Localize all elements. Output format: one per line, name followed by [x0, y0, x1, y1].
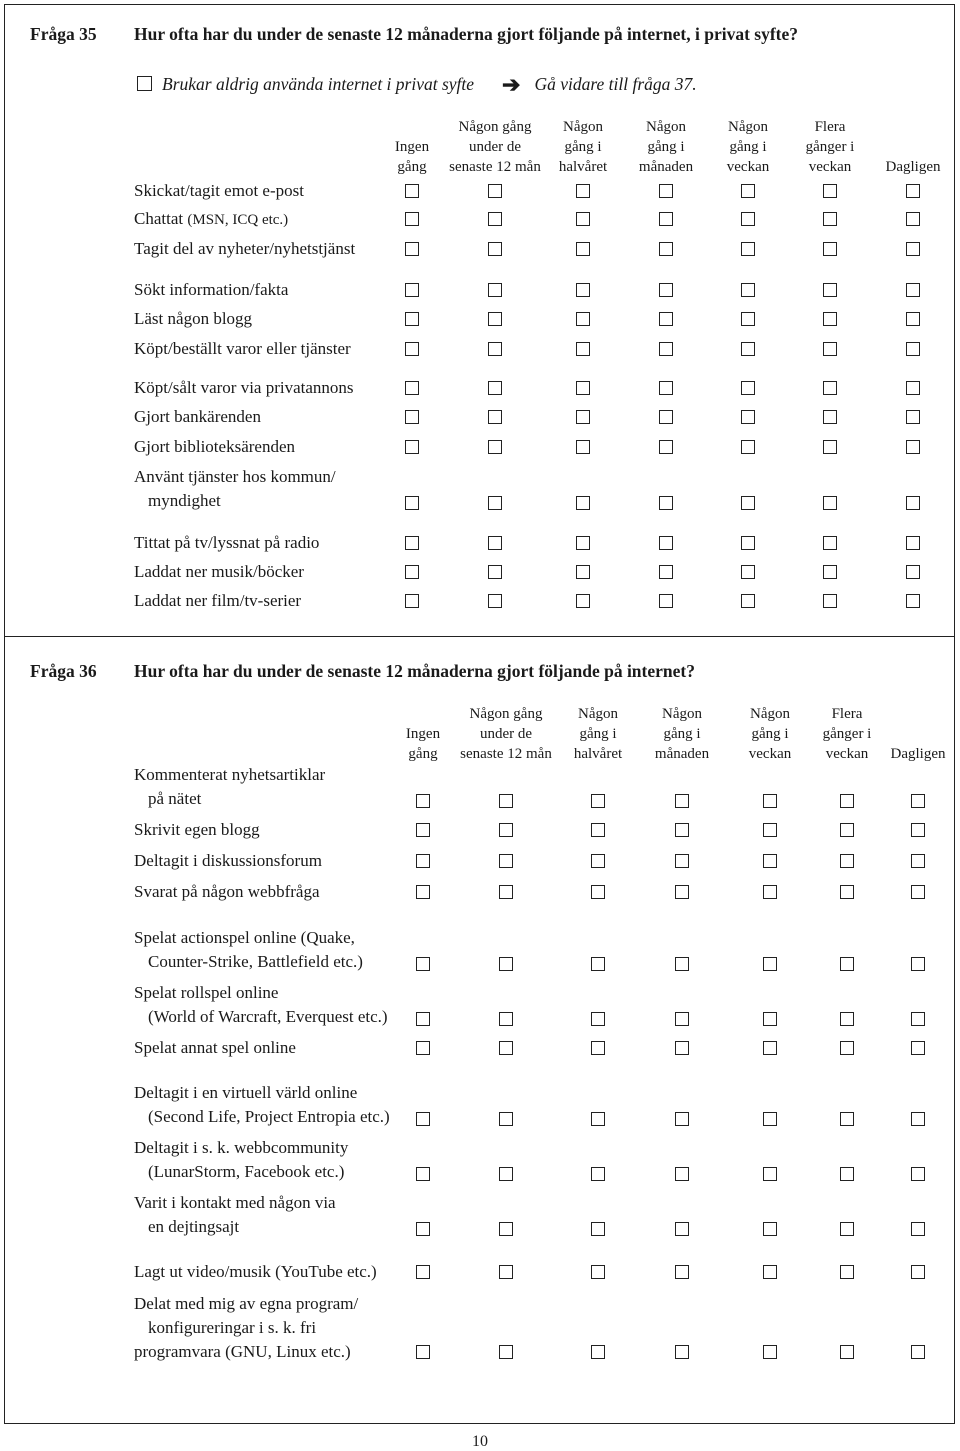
q35-answer-checkbox[interactable] [488, 565, 502, 579]
q36-row-label [134, 1292, 358, 1340]
q35-answer-checkbox[interactable] [741, 440, 755, 454]
q35-answer-checkbox[interactable] [823, 312, 837, 326]
q36-answer-checkbox[interactable] [911, 1167, 925, 1181]
q36-answer-checkbox[interactable] [499, 1012, 513, 1026]
q35-answer-checkbox[interactable] [659, 440, 673, 454]
q35-answer-checkbox[interactable] [405, 381, 419, 395]
q36-row-label [134, 1136, 348, 1184]
q36-answer-checkbox[interactable] [675, 854, 689, 868]
q36-answer-checkbox[interactable] [840, 794, 854, 808]
row-label-line2: Counter-Strike, Battlefield etc.) [148, 952, 363, 971]
q35-answer-checkbox[interactable] [823, 440, 837, 454]
q35-answer-checkbox[interactable] [576, 496, 590, 510]
q36-row-label [134, 1340, 351, 1364]
row-label-line2: (LunarStorm, Facebook etc.) [148, 1162, 345, 1181]
row-label-line2: en dejtingsajt [148, 1217, 240, 1236]
q35-answer-checkbox[interactable] [576, 283, 590, 297]
q36-answer-checkbox[interactable] [675, 1041, 689, 1055]
q36-answer-checkbox[interactable] [499, 957, 513, 971]
q35-answer-checkbox[interactable] [488, 536, 502, 550]
q35-answer-checkbox[interactable] [488, 440, 502, 454]
q36-answer-checkbox[interactable] [591, 1222, 605, 1236]
page-number: 10 [472, 1433, 488, 1450]
q35-column-header: Flera gånger i veckan [805, 119, 855, 175]
q35-row-label [134, 307, 252, 331]
q36-answer-checkbox[interactable] [591, 1012, 605, 1026]
q36-row-label [134, 1081, 390, 1129]
q35-answer-checkbox[interactable] [741, 536, 755, 550]
q36-answer-checkbox[interactable] [591, 854, 605, 868]
q35-answer-checkbox[interactable] [659, 312, 673, 326]
q36-answer-checkbox[interactable] [499, 1345, 513, 1359]
q35-answer-checkbox[interactable] [576, 381, 590, 395]
q36-answer-checkbox[interactable] [763, 1345, 777, 1359]
row-label-line1: Skickat/tagit emot e-post [134, 181, 304, 200]
q36-answer-checkbox[interactable] [840, 1041, 854, 1055]
q36-answer-checkbox[interactable] [591, 1041, 605, 1055]
row-label-line1: Deltagit i diskussionsforum [134, 851, 322, 870]
q36-answer-checkbox[interactable] [416, 1041, 430, 1055]
q35-skip-target: Gå vidare till fråga 37. [534, 74, 697, 94]
q36-answer-checkbox[interactable] [911, 1222, 925, 1236]
q35-answer-checkbox[interactable] [659, 536, 673, 550]
q35-column-header: Någon gång i halvåret [558, 119, 608, 175]
q36-answer-checkbox[interactable] [499, 885, 513, 899]
q36-answer-checkbox[interactable] [591, 1112, 605, 1126]
q36-answer-checkbox[interactable] [763, 1222, 777, 1236]
q36-column-header: Flera gånger i veckan [822, 706, 872, 762]
q35-skip-option[interactable] [137, 72, 697, 98]
row-label-line1: Spelat actionspel online (Quake, [134, 928, 355, 947]
q35-answer-checkbox[interactable] [576, 440, 590, 454]
q36-answer-checkbox[interactable] [416, 1222, 430, 1236]
q36-row-label [134, 818, 260, 842]
row-label-line1: Tagit del av nyheter/nyhetstjänst [134, 239, 356, 258]
row-label-line2: myndighet [148, 491, 221, 510]
q36-answer-checkbox[interactable] [499, 794, 513, 808]
q36-column-header: Ingen gång [405, 726, 441, 762]
q36-answer-checkbox[interactable] [591, 823, 605, 837]
q35-answer-checkbox[interactable] [659, 594, 673, 608]
q36-row-label [134, 1036, 296, 1060]
q35-answer-checkbox[interactable] [659, 283, 673, 297]
q35-answer-checkbox[interactable] [906, 410, 920, 424]
row-label-line1: Tittat på tv/lyssnat på radio [134, 533, 320, 552]
q36-answer-checkbox[interactable] [499, 1222, 513, 1236]
q36-answer-checkbox[interactable] [840, 854, 854, 868]
q35-answer-checkbox[interactable] [823, 242, 837, 256]
q36-column-header: Någon gång i veckan [748, 706, 792, 762]
q36-answer-checkbox[interactable] [840, 1167, 854, 1181]
q36-row-label [134, 763, 325, 811]
q36-row-label [134, 926, 363, 974]
q35-answer-checkbox[interactable] [576, 242, 590, 256]
q35-answer-checkbox[interactable] [906, 312, 920, 326]
q35-answer-checkbox[interactable] [576, 594, 590, 608]
q35-row-label [134, 435, 295, 459]
q36-answer-checkbox[interactable] [591, 957, 605, 971]
q35-answer-checkbox[interactable] [906, 565, 920, 579]
q36-column-header: Någon gång i månaden [654, 706, 710, 762]
q36-text: Hur ofta har du under de senaste 12 månaderna gjort följande på internet? [134, 661, 695, 681]
q36-answer-checkbox[interactable] [911, 823, 925, 837]
q36-answer-checkbox[interactable] [763, 1265, 777, 1279]
q35-row-label [134, 337, 351, 361]
q36-answer-checkbox[interactable] [499, 1265, 513, 1279]
q35-answer-checkbox[interactable] [823, 184, 837, 198]
q35-answer-checkbox[interactable] [405, 342, 419, 356]
q36-answer-checkbox[interactable] [591, 1345, 605, 1359]
q36-answer-checkbox[interactable] [763, 885, 777, 899]
q35-answer-checkbox[interactable] [405, 536, 419, 550]
q36-answer-checkbox[interactable] [416, 1265, 430, 1279]
q36-answer-checkbox[interactable] [840, 1345, 854, 1359]
q35-answer-checkbox[interactable] [741, 184, 755, 198]
q35-answer-checkbox[interactable] [741, 283, 755, 297]
q35-answer-checkbox[interactable] [576, 212, 590, 226]
row-label-line1: Spelat rollspel online [134, 983, 279, 1002]
q35-answer-checkbox[interactable] [823, 536, 837, 550]
q35-answer-checkbox[interactable] [906, 496, 920, 510]
q35-answer-checkbox[interactable] [405, 184, 419, 198]
q36-answer-checkbox[interactable] [591, 794, 605, 808]
q35-answer-checkbox[interactable] [488, 496, 502, 510]
q35-row-label [134, 179, 304, 203]
row-label-line2: (Second Life, Project Entropia etc.) [148, 1107, 390, 1126]
q35-answer-checkbox[interactable] [823, 381, 837, 395]
q35-answer-checkbox[interactable] [659, 565, 673, 579]
q35-column-header: Någon gång i veckan [726, 119, 770, 175]
q35-answer-checkbox[interactable] [906, 242, 920, 256]
q36-answer-checkbox[interactable] [763, 1167, 777, 1181]
q35-answer-checkbox[interactable] [659, 381, 673, 395]
q35-answer-checkbox[interactable] [659, 342, 673, 356]
q36-answer-checkbox[interactable] [416, 885, 430, 899]
q35-row-label [134, 531, 319, 555]
q36-answer-checkbox[interactable] [416, 823, 430, 837]
q35-answer-checkbox[interactable] [488, 242, 502, 256]
q36-answer-checkbox[interactable] [840, 1012, 854, 1026]
q36-answer-checkbox[interactable] [675, 1345, 689, 1359]
q36-answer-checkbox[interactable] [840, 1112, 854, 1126]
q35-answer-checkbox[interactable] [906, 594, 920, 608]
q35-skip-label: Brukar aldrig använda internet i privat syfte [162, 74, 475, 94]
q36-answer-checkbox[interactable] [416, 1167, 430, 1181]
q36-answer-checkbox[interactable] [763, 854, 777, 868]
q35-answer-checkbox[interactable] [741, 242, 755, 256]
row-label-line1: Delat med mig av egna program/ [134, 1294, 359, 1313]
row-label-line1: Gjort bankärenden [134, 407, 261, 426]
q35-answer-checkbox[interactable] [823, 212, 837, 226]
q35-answer-checkbox[interactable] [906, 381, 920, 395]
row-label-line1: Använt tjänster hos kommun/ [134, 467, 336, 486]
row-label-line2: konfigureringar i s. k. fri [148, 1318, 317, 1337]
q36-answer-checkbox[interactable] [911, 794, 925, 808]
q35-text: Hur ofta har du under de senaste 12 månaderna gjort följande på internet, i privat syfte? [134, 24, 799, 44]
q36-number: Fråga 36 [30, 661, 97, 681]
q35-answer-checkbox[interactable] [405, 410, 419, 424]
row-label-line1: Kommenterat nyhetsartiklar [134, 765, 326, 784]
row-label-line1: Skrivit egen blogg [134, 820, 260, 839]
q35-row-label [134, 278, 288, 302]
q36-answer-checkbox[interactable] [840, 823, 854, 837]
q35-column-header: Någon gång under de senaste 12 mån [449, 119, 541, 175]
q36-answer-checkbox[interactable] [675, 957, 689, 971]
q36-answer-checkbox[interactable] [416, 1112, 430, 1126]
q35-answer-checkbox[interactable] [488, 283, 502, 297]
q36-answer-checkbox[interactable] [416, 794, 430, 808]
q36-column-header: Någon gång i halvåret [573, 706, 623, 762]
q35-answer-checkbox[interactable] [741, 410, 755, 424]
q35-row-label [134, 465, 336, 513]
q36-answer-checkbox[interactable] [675, 794, 689, 808]
q35-answer-checkbox[interactable] [488, 342, 502, 356]
q36-answer-checkbox[interactable] [763, 1112, 777, 1126]
q36-row-label [134, 880, 320, 904]
q36-answer-checkbox[interactable] [675, 885, 689, 899]
q35-answer-checkbox[interactable] [823, 565, 837, 579]
q35-answer-checkbox[interactable] [823, 410, 837, 424]
row-label-line1: Sökt information/fakta [134, 280, 289, 299]
row-label-line2: (World of Warcraft, Everquest etc.) [148, 1007, 388, 1026]
row-label-line2: på nätet [148, 789, 202, 808]
q35-answer-checkbox[interactable] [576, 184, 590, 198]
q36-answer-checkbox[interactable] [416, 1012, 430, 1026]
q36-answer-checkbox[interactable] [911, 957, 925, 971]
q36-column-header: Någon gång under de senaste 12 mån [460, 706, 552, 762]
q35-answer-checkbox[interactable] [906, 283, 920, 297]
q35-answer-checkbox[interactable] [659, 212, 673, 226]
q35-row-label [134, 589, 301, 613]
q36-answer-checkbox[interactable] [499, 823, 513, 837]
q35-answer-checkbox[interactable] [576, 342, 590, 356]
q36-row-label [134, 981, 388, 1029]
q35-row-label [134, 207, 288, 232]
q36-answer-checkbox[interactable] [911, 885, 925, 899]
q36-answer-checkbox[interactable] [675, 1222, 689, 1236]
q35-answer-checkbox[interactable] [405, 312, 419, 326]
q35-answer-checkbox[interactable] [405, 283, 419, 297]
q35-answer-checkbox[interactable] [488, 312, 502, 326]
q36-answer-checkbox[interactable] [911, 1041, 925, 1055]
row-label-line1: Chattat [134, 209, 188, 228]
q36-answer-checkbox[interactable] [416, 854, 430, 868]
row-label-line1: Deltagit i s. k. webbcommunity [134, 1138, 349, 1157]
q35-answer-checkbox[interactable] [741, 312, 755, 326]
q36-answer-checkbox[interactable] [763, 1041, 777, 1055]
q35-row-label [134, 405, 261, 429]
q35-answer-checkbox[interactable] [906, 342, 920, 356]
q35-answer-checkbox[interactable] [405, 212, 419, 226]
q35-answer-checkbox[interactable] [906, 536, 920, 550]
q35-answer-checkbox[interactable] [906, 212, 920, 226]
section-divider [4, 636, 955, 637]
q36-answer-checkbox[interactable] [499, 1167, 513, 1181]
q35-answer-checkbox[interactable] [823, 342, 837, 356]
q36-answer-checkbox[interactable] [675, 1265, 689, 1279]
q35-answer-checkbox[interactable] [576, 312, 590, 326]
arrow-right-icon: ➔ [502, 72, 521, 97]
q36-row-label [134, 1260, 377, 1284]
q35-column-header: Någon gång i månaden [638, 119, 694, 175]
q36-answer-checkbox[interactable] [416, 957, 430, 971]
q35-skip-checkbox[interactable] [137, 76, 152, 91]
q36-answer-checkbox[interactable] [675, 1167, 689, 1181]
q35-answer-checkbox[interactable] [488, 184, 502, 198]
q35-answer-checkbox[interactable] [659, 242, 673, 256]
q35-answer-checkbox[interactable] [741, 594, 755, 608]
q36-answer-checkbox[interactable] [675, 823, 689, 837]
q35-answer-checkbox[interactable] [405, 440, 419, 454]
q35-answer-checkbox[interactable] [741, 212, 755, 226]
q36-answer-checkbox[interactable] [675, 1112, 689, 1126]
q35-row-label [134, 237, 355, 261]
q35-answer-checkbox[interactable] [659, 496, 673, 510]
q35-answer-checkbox[interactable] [405, 565, 419, 579]
q36-answer-checkbox[interactable] [840, 957, 854, 971]
row-label-note: (MSN, ICQ etc.) [187, 212, 289, 228]
q36-answer-checkbox[interactable] [911, 1265, 925, 1279]
q36-answer-checkbox[interactable] [840, 885, 854, 899]
row-label-line1: Köpt/sålt varor via privatannons [134, 378, 354, 397]
row-label-line1: Laddat ner musik/böcker [134, 562, 304, 581]
row-label-line1: Köpt/beställt varor eller tjänster [134, 339, 351, 358]
row-label-line1: Spelat annat spel online [134, 1038, 296, 1057]
row-label-line1: Svarat på någon webbfråga [134, 882, 320, 901]
q36-answer-checkbox[interactable] [591, 1167, 605, 1181]
row-label-line1: Läst någon blogg [134, 309, 253, 328]
q36-answer-checkbox[interactable] [499, 1041, 513, 1055]
q35-answer-checkbox[interactable] [488, 212, 502, 226]
q36-answer-checkbox[interactable] [675, 1012, 689, 1026]
row-label-line1: Varit i kontakt med någon via [134, 1193, 336, 1212]
q35-answer-checkbox[interactable] [576, 410, 590, 424]
q35-answer-checkbox[interactable] [576, 565, 590, 579]
q36-answer-checkbox[interactable] [499, 1112, 513, 1126]
q36-answer-checkbox[interactable] [591, 885, 605, 899]
row-label-line1: Laddat ner film/tv-serier [134, 591, 302, 610]
q35-answer-checkbox[interactable] [405, 594, 419, 608]
q35-answer-checkbox[interactable] [741, 381, 755, 395]
q36-answer-checkbox[interactable] [763, 1012, 777, 1026]
q36-answer-checkbox[interactable] [911, 1345, 925, 1359]
q36-answer-checkbox[interactable] [763, 957, 777, 971]
q35-answer-checkbox[interactable] [823, 594, 837, 608]
q36-answer-checkbox[interactable] [840, 1222, 854, 1236]
q35-answer-checkbox[interactable] [488, 594, 502, 608]
q35-column-header: Dagligen [885, 159, 941, 175]
row-label-line1: Deltagit i en virtuell värld online [134, 1083, 358, 1102]
q35-number: Fråga 35 [30, 24, 97, 44]
q35-answer-checkbox[interactable] [741, 565, 755, 579]
q35-answer-checkbox[interactable] [823, 496, 837, 510]
q35-answer-checkbox[interactable] [488, 410, 502, 424]
row-label-line1: Lagt ut video/musik (YouTube etc.) [134, 1262, 377, 1281]
q35-answer-checkbox[interactable] [823, 283, 837, 297]
q35-answer-checkbox[interactable] [741, 342, 755, 356]
q36-answer-checkbox[interactable] [911, 1112, 925, 1126]
q36-column-header: Dagligen [890, 746, 946, 762]
q36-row-label [134, 849, 322, 873]
q36-answer-checkbox[interactable] [911, 1012, 925, 1026]
q36-answer-checkbox[interactable] [591, 1265, 605, 1279]
q36-answer-checkbox[interactable] [416, 1345, 430, 1359]
q36-answer-checkbox[interactable] [763, 823, 777, 837]
q35-column-header: Ingen gång [394, 139, 430, 175]
q36-row-label [134, 1191, 336, 1239]
q35-answer-checkbox[interactable] [405, 242, 419, 256]
q35-answer-checkbox[interactable] [906, 184, 920, 198]
q35-answer-checkbox[interactable] [659, 410, 673, 424]
q36-answer-checkbox[interactable] [911, 854, 925, 868]
q36-answer-checkbox[interactable] [840, 1265, 854, 1279]
q35-answer-checkbox[interactable] [659, 184, 673, 198]
q35-answer-checkbox[interactable] [906, 440, 920, 454]
q36-answer-checkbox[interactable] [499, 854, 513, 868]
q35-row-label [134, 376, 354, 400]
q35-answer-checkbox[interactable] [576, 536, 590, 550]
q35-row-label [134, 560, 304, 584]
row-label-line1: Gjort biblioteksärenden [134, 437, 295, 456]
row-label-line1: programvara (GNU, Linux etc.) [134, 1342, 351, 1361]
q35-answer-checkbox[interactable] [488, 381, 502, 395]
q35-answer-checkbox[interactable] [741, 496, 755, 510]
q35-answer-checkbox[interactable] [405, 496, 419, 510]
q36-answer-checkbox[interactable] [763, 794, 777, 808]
